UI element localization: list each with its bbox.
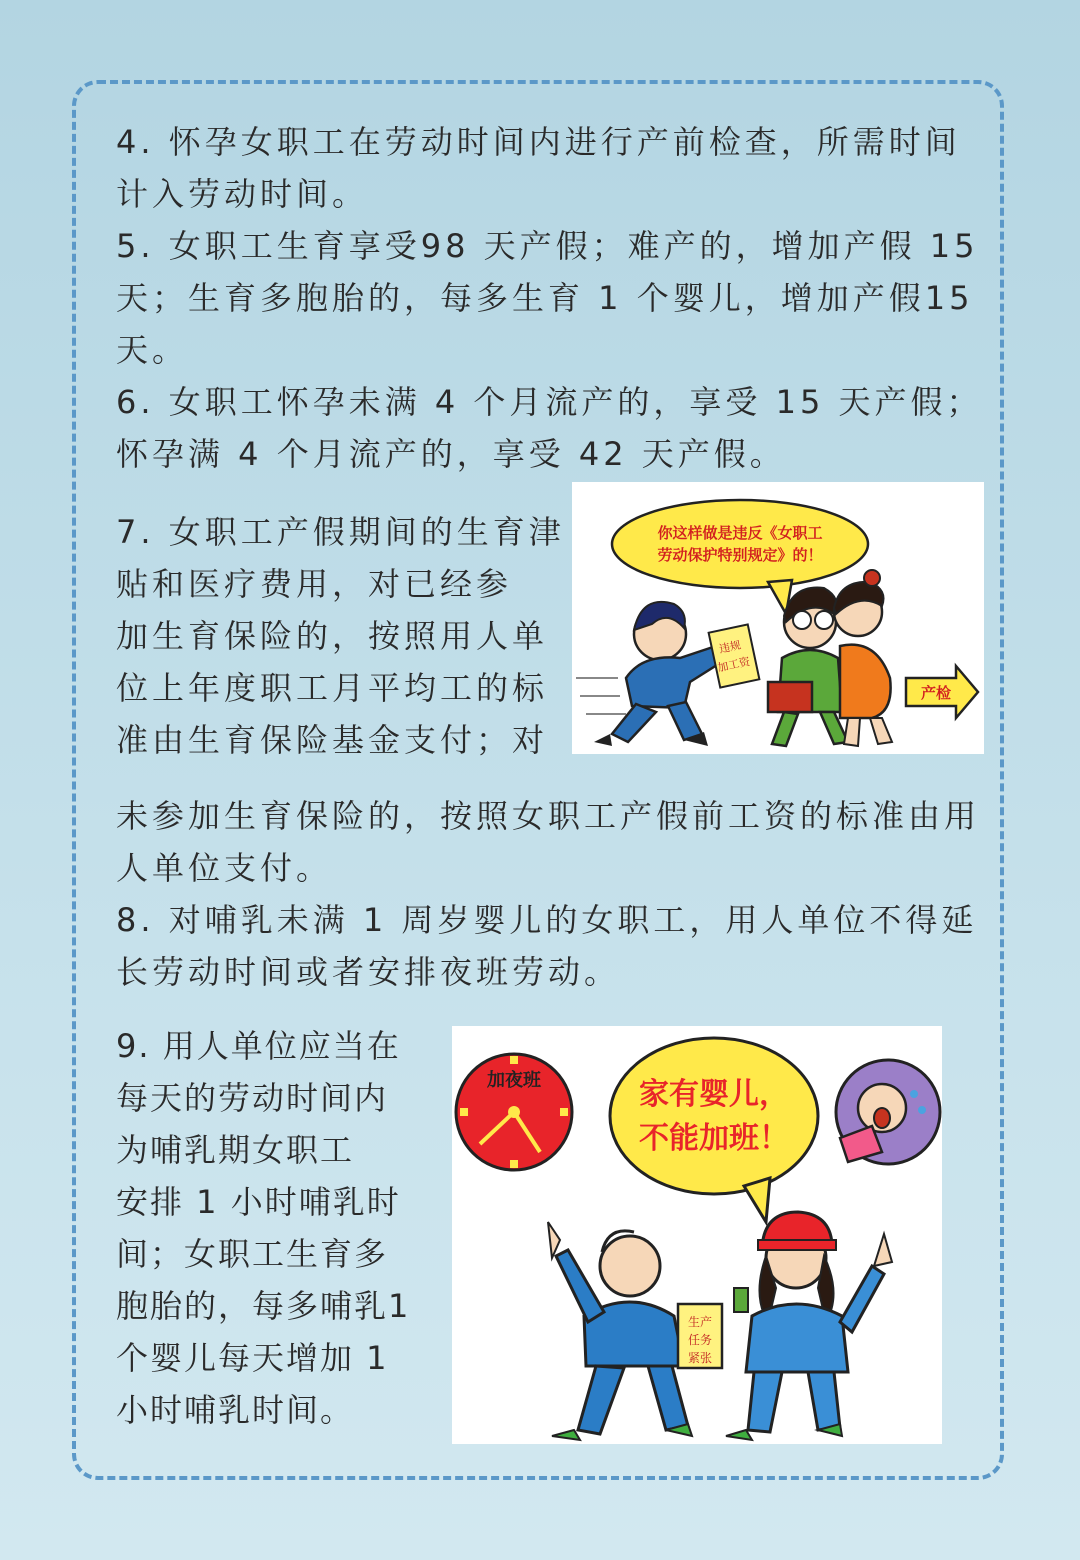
clause-7-line: 加生育保险的，按照用人单 xyxy=(116,617,549,655)
female-worker-figure xyxy=(726,1212,892,1440)
clause-5-line: 天；生育多胞胎的，每多生育 1 个婴儿，增加产假15 xyxy=(116,279,974,317)
no-overtime-speech-bubble xyxy=(610,1038,818,1222)
bubble-line: 劳动保护特别规定》的！ xyxy=(657,546,823,564)
clause-9-line: 安排 1 小时哺乳时 xyxy=(116,1183,401,1221)
bubble-line: 家有婴儿， xyxy=(639,1077,789,1112)
clause-9-line: 9. 用人单位应当在 xyxy=(116,1027,401,1065)
document-paper xyxy=(709,624,760,687)
clause-8 xyxy=(116,894,986,998)
clause-7-line: 准由生育保险基金支付；对 xyxy=(116,721,549,759)
clause-7-line: 人单位支付。 xyxy=(116,849,333,887)
document-text: 生产 xyxy=(687,1315,713,1329)
clause-7-line: 贴和医疗费用，对已经参 xyxy=(116,565,513,603)
clause-9-line: 间；女职工生育多 xyxy=(116,1235,389,1273)
no-overtime-illustration xyxy=(452,1026,942,1444)
prenatal-checkup-arrow-sign xyxy=(906,666,978,718)
document-text: 任务 xyxy=(687,1333,713,1347)
clause-9-line: 为哺乳期女职工 xyxy=(116,1131,355,1169)
manager-figure xyxy=(548,1222,692,1440)
clause-7-line: 未参加生育保险的，按照女职工产假前工资的标准由用 xyxy=(116,797,981,835)
clause-5 xyxy=(116,220,986,376)
clause-4-line: 4. 怀孕女职工在劳动时间内进行产前检查，所需时间 xyxy=(116,123,961,161)
crying-baby-icon xyxy=(836,1060,940,1164)
running-man-figure xyxy=(594,602,728,746)
clause-9 xyxy=(116,1020,436,1436)
pregnant-woman-figure xyxy=(834,570,892,746)
clause-6 xyxy=(116,376,986,480)
sign-text: 产检 xyxy=(920,684,952,702)
production-task-document xyxy=(678,1304,722,1368)
clock-label: 加夜班 xyxy=(487,1070,541,1091)
clause-9-line: 胞胎的，每多哺乳1 xyxy=(116,1287,411,1325)
clause-8-line: 8. 对哺乳未满 1 周岁婴儿的女职工，用人单位不得延 xyxy=(116,901,978,939)
night-shift-clock-icon xyxy=(456,1054,572,1170)
clause-4-line: 计入劳动时间。 xyxy=(116,175,369,213)
clause-7-continued xyxy=(116,790,986,894)
bubble-line: 不能加班！ xyxy=(639,1121,789,1156)
bubble-line: 你这样做是违反《女职工 xyxy=(657,524,823,542)
clause-6-line: 6. 女职工怀孕未满 4 个月流产的，享受 15 天产假； xyxy=(116,383,983,421)
clause-9-line: 每天的劳动时间内 xyxy=(116,1079,389,1117)
document-text: 紧张 xyxy=(687,1351,713,1365)
clause-5-line: 5. 女职工生育享受98 天产假；难产的，增加产假 15 xyxy=(116,227,979,265)
document-text: 加工资 xyxy=(716,654,752,675)
clause-7 xyxy=(116,506,565,766)
clause-6-line: 怀孕满 4 个月流产的，享受 42 天产假。 xyxy=(116,435,786,473)
clause-8-line: 长劳动时间或者安排夜班劳动。 xyxy=(116,953,621,991)
clause-4 xyxy=(116,116,986,220)
document-text: 违规 xyxy=(717,638,743,656)
speed-lines xyxy=(576,678,626,714)
clause-9-line: 个婴儿每天增加 1 xyxy=(116,1339,389,1377)
maternity-checkup-illustration xyxy=(572,482,984,754)
clause-7-line: 7. 女职工产假期间的生育津 xyxy=(116,513,565,551)
clause-9-line: 小时哺乳时间。 xyxy=(116,1391,355,1429)
clause-7-line: 位上年度职工月平均工的标 xyxy=(116,669,549,707)
clause-5-line: 天。 xyxy=(116,331,189,369)
